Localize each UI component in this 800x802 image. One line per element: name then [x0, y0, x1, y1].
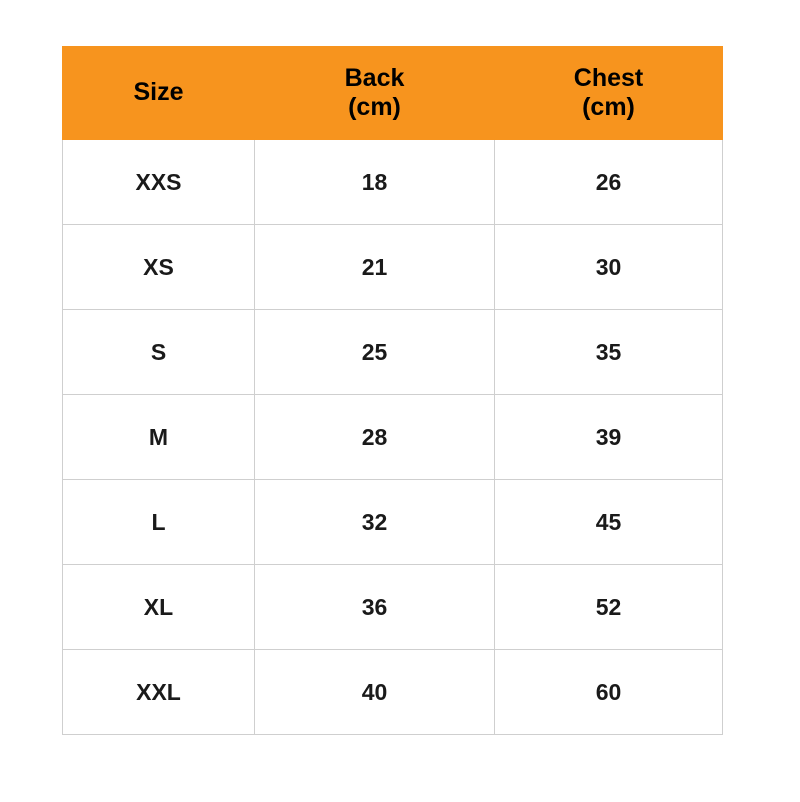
table-row [63, 140, 723, 225]
cell-chest: 26 [495, 140, 723, 225]
cell-back: 28 [255, 395, 495, 480]
header-row [63, 47, 723, 140]
cell-back: 32 [255, 480, 495, 565]
table-header [63, 47, 723, 140]
header-unit-chest: (cm) [582, 93, 635, 121]
cell-size: XS [63, 225, 255, 310]
cell-size: S [63, 310, 255, 395]
header-unit-back: (cm) [348, 93, 401, 121]
cell-back: 21 [255, 225, 495, 310]
header-cell-back [255, 47, 495, 140]
cell-back: 40 [255, 650, 495, 735]
header-label-back: Back [344, 63, 405, 92]
cell-size: L [63, 480, 255, 565]
header-cell-size [63, 47, 255, 140]
table-row [63, 395, 723, 480]
cell-chest: 52 [495, 565, 723, 650]
cell-size: XL [63, 565, 255, 650]
header-label-size: Size [133, 78, 184, 107]
cell-chest: 39 [495, 395, 723, 480]
table-row [63, 565, 723, 650]
cell-back: 18 [255, 140, 495, 225]
table-row [63, 480, 723, 565]
cell-chest: 45 [495, 480, 723, 565]
header-label-chest: Chest [573, 63, 644, 92]
cell-back: 36 [255, 565, 495, 650]
size-chart-table [62, 46, 723, 735]
table-row [63, 225, 723, 310]
cell-back: 25 [255, 310, 495, 395]
cell-size: XXL [63, 650, 255, 735]
cell-chest: 60 [495, 650, 723, 735]
header-cell-chest [495, 47, 723, 140]
table-row [63, 310, 723, 395]
cell-chest: 35 [495, 310, 723, 395]
cell-size: XXS [63, 140, 255, 225]
table-row [63, 650, 723, 735]
cell-size: M [63, 395, 255, 480]
cell-chest: 30 [495, 225, 723, 310]
table-body [63, 140, 723, 735]
